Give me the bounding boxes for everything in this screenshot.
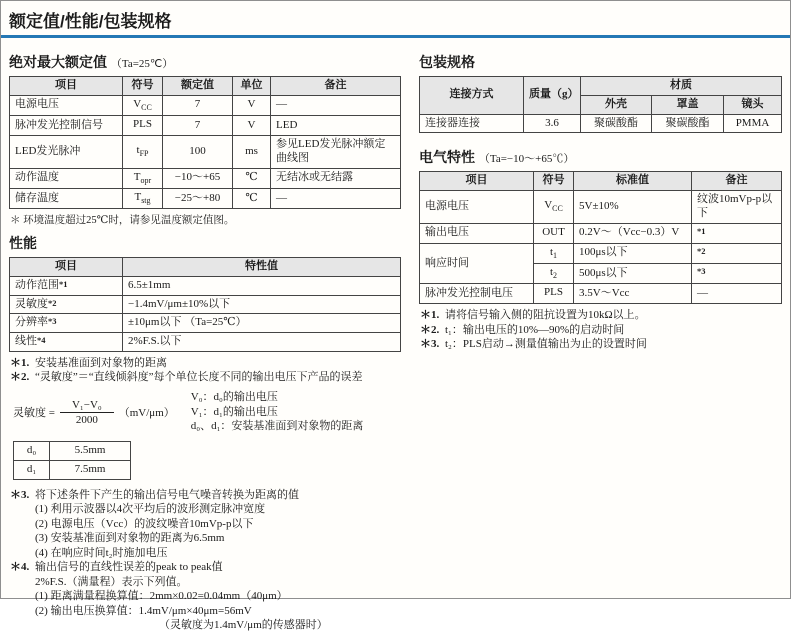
cell-value: ±10μm以下 （Ta=25℃） xyxy=(123,314,401,333)
cell-value: 100μs以下 xyxy=(574,243,692,263)
note-text: t₁：输出电压的10%—90%的启动时间 xyxy=(445,323,625,336)
elec-note-2 xyxy=(420,323,782,338)
col-header: 符号 xyxy=(123,77,163,96)
cell-value: 5V±10% xyxy=(574,191,692,224)
note-4-items xyxy=(35,575,401,619)
electrical-heading xyxy=(419,147,782,167)
note-sub-item: (4) 在响应时间t₂时施加电压 xyxy=(35,546,168,559)
electrical-notes xyxy=(419,308,782,352)
perf-note-2 xyxy=(10,370,401,385)
cell-unit: ℃ xyxy=(233,168,271,188)
sensitivity-formula xyxy=(13,390,401,435)
cell-unit: V xyxy=(233,115,271,135)
electrical-table xyxy=(419,171,782,304)
col-header-lens: 镜头 xyxy=(724,95,782,114)
note-marker: ＊3. xyxy=(10,488,30,501)
table-row xyxy=(10,168,401,188)
cell-note: — xyxy=(271,95,401,115)
cell-item: 电源电压 xyxy=(420,191,534,224)
cell-note: 纹波10mVp-p以下 xyxy=(692,191,782,224)
col-header: 备注 xyxy=(692,172,782,191)
cell-value: −10～+65 xyxy=(163,168,233,188)
cell-symbol: $V_{CC}$ xyxy=(534,191,574,224)
perf-note-3 xyxy=(10,488,401,503)
col-header: 额定值 xyxy=(163,77,233,96)
cell-item: 脉冲发光控制电压 xyxy=(420,284,534,304)
col-header: 特性值 xyxy=(123,258,401,277)
perf-note-1 xyxy=(10,356,401,371)
cell-item: 输出电压 xyxy=(420,223,534,243)
note-sub-item: 2%F.S.（满量程）表示下列值。 xyxy=(35,575,188,588)
cell-item: 电源电压 xyxy=(10,95,123,115)
note-text: “灵敏度”＝“直线倾斜度”每个单位长度不同的输出电压下产品的误差 xyxy=(35,371,363,384)
cell-symbol: OUT xyxy=(534,223,574,243)
abs-max-title: 绝对最大额定值 xyxy=(9,54,107,70)
cell-item: 动作范围$^{*1}$ xyxy=(10,276,123,295)
cell-key: d₁ xyxy=(14,461,50,480)
electrical-condition: （Ta=−10～+65℃） xyxy=(478,153,575,166)
cell-symbol: $T_{opr}$ xyxy=(123,168,163,188)
cell-connection: 连接器连接 xyxy=(420,114,524,133)
content-columns xyxy=(9,46,782,633)
legend-line: V₁：d₁的输出电压 xyxy=(190,405,278,418)
cell-symbol: $t_1$ xyxy=(534,243,574,263)
note-marker: ＊3. xyxy=(420,338,440,351)
cell-note: LED xyxy=(271,115,401,135)
cell-note: *3 xyxy=(692,263,782,283)
legend-line: V₀：d₀的输出电压 xyxy=(190,390,278,403)
table-row xyxy=(10,115,401,135)
cell-item: 动作温度 xyxy=(10,168,123,188)
distance-table xyxy=(13,441,131,480)
note-marker: ＊2. xyxy=(420,323,440,336)
cell-symbol: $T_{stg}$ xyxy=(123,188,163,208)
abs-max-table xyxy=(9,76,401,209)
note-text: 安装基准面到对象物的距离 xyxy=(35,356,167,369)
table-row xyxy=(14,461,131,480)
cell-value: 100 xyxy=(163,136,233,169)
table-row xyxy=(420,243,782,263)
cell-symbol: PLS xyxy=(534,284,574,304)
table-row xyxy=(10,295,401,314)
left-column xyxy=(9,46,401,633)
formula-unit: （mV/μm） xyxy=(118,407,175,420)
cell-symbol: $t_{FP}$ xyxy=(123,136,163,169)
fraction-denominator: 2000 xyxy=(75,413,98,426)
cell-note: — xyxy=(271,188,401,208)
packaging-heading: 包装规格 xyxy=(419,54,475,70)
cell-unit: ms xyxy=(233,136,271,169)
col-header-housing: 外壳 xyxy=(581,95,652,114)
abs-max-footnote: ＊ 环境温度超过25℃时，请参见温度额定值图。 xyxy=(10,215,235,226)
cell-note: — xyxy=(692,284,782,304)
packaging-table xyxy=(419,76,782,133)
cell-value: 500μs以下 xyxy=(574,263,692,283)
cell-item: LED发光脉冲 xyxy=(10,136,123,169)
cell-item: 线性$^{*4}$ xyxy=(10,333,123,352)
cell-cover: 聚碳酸酯 xyxy=(652,114,724,133)
performance-table xyxy=(9,257,401,352)
performance-heading: 性能 xyxy=(9,235,37,251)
electrical-title: 电气特性 xyxy=(419,149,475,166)
table-row xyxy=(420,284,782,304)
cell-symbol: $t_2$ xyxy=(534,263,574,283)
page-title: 额定值/性能/包装规格 xyxy=(9,12,172,31)
packaging-header-row-1 xyxy=(420,77,782,96)
elec-note-1 xyxy=(420,308,782,323)
note-marker: ＊4. xyxy=(10,561,30,574)
cell-value: 6.5±1mm xyxy=(123,276,401,295)
note-sub-item: (1) 利用示波器以4次平均后的波形测定脉冲宽度 xyxy=(35,503,266,516)
table-row xyxy=(10,188,401,208)
cell-unit: V xyxy=(233,95,271,115)
cell-mass: 3.6 xyxy=(524,114,581,133)
formula-label: 灵敏度 = xyxy=(13,407,55,420)
table-row xyxy=(420,114,782,133)
note-4-tail: （灵敏度为1.4mV/μm的传感器时） xyxy=(159,619,328,632)
cell-value: 5.5mm xyxy=(50,442,131,461)
note-marker: ＊1. xyxy=(10,356,30,369)
cell-note: *1 xyxy=(692,223,782,243)
cell-item: 响应时间 xyxy=(420,243,534,283)
cell-value: 2%F.S.以下 xyxy=(123,333,401,352)
col-header: 项目 xyxy=(10,258,123,277)
cell-value: 7 xyxy=(163,95,233,115)
col-header: 标准值 xyxy=(574,172,692,191)
note-sub-item: (2) 电源电压（Vcc）的波纹噪音10mVp-p以下 xyxy=(35,517,254,530)
elec-note-3 xyxy=(420,337,782,352)
note-text: 将下述条件下产生的输出信号电气噪音转换为距离的值 xyxy=(35,488,299,501)
col-header-connection: 连接方式 xyxy=(420,77,524,115)
cell-item: 脉冲发光控制信号 xyxy=(10,115,123,135)
col-header-material: 材质 xyxy=(581,77,782,96)
col-header-mass: 质量（g） xyxy=(524,77,581,115)
col-header: 项目 xyxy=(10,77,123,96)
table-row xyxy=(10,276,401,295)
title-rule xyxy=(1,35,790,38)
cell-value: −1.4mV/μm±10%以下 xyxy=(123,295,401,314)
note-marker: ＊1. xyxy=(420,309,440,322)
cell-note: 参见LED发光脉冲额定曲线图 xyxy=(271,136,401,169)
note-3-items xyxy=(35,502,401,560)
abs-max-condition: （Ta=25℃） xyxy=(110,58,174,70)
cell-item: 储存温度 xyxy=(10,188,123,208)
note-marker: ＊2. xyxy=(10,371,30,384)
fraction-numerator: V₁−V₀ xyxy=(60,399,114,413)
table-row xyxy=(14,442,131,461)
cell-item: 灵敏度$^{*2}$ xyxy=(10,295,123,314)
table-row xyxy=(10,136,401,169)
abs-max-heading xyxy=(9,52,401,72)
table-row xyxy=(420,191,782,224)
cell-lens: PMMA xyxy=(724,114,782,133)
note-sub-item: (1) 距离满量程换算值：2mm×0.02=0.04mm（40μm） xyxy=(35,590,288,603)
right-column xyxy=(419,46,782,633)
cell-unit: ℃ xyxy=(233,188,271,208)
col-header: 单位 xyxy=(233,77,271,96)
cell-note: *2 xyxy=(692,243,782,263)
abs-max-header-row xyxy=(10,77,401,96)
formula-legend xyxy=(191,390,364,435)
note-sub-item: (3) 安装基准面到对象物的距离为6.5mm xyxy=(35,532,225,545)
cell-key: d₀ xyxy=(14,442,50,461)
performance-header-row xyxy=(10,258,401,277)
perf-note-4 xyxy=(10,560,401,575)
note-text: t₂：PLS启动→测量值输出为止的设置时间 xyxy=(445,338,647,351)
cell-housing: 聚碳酸酯 xyxy=(581,114,652,133)
formula-fraction xyxy=(60,399,114,426)
cell-symbol: $V_{CC}$ xyxy=(123,95,163,115)
cell-note: 无结冰或无结露 xyxy=(271,168,401,188)
note-sub-item: (2) 输出电压换算值：1.4mV/μm×40μm=56mV xyxy=(35,604,252,617)
col-header: 项目 xyxy=(420,172,534,191)
cell-symbol: PLS xyxy=(123,115,163,135)
table-row xyxy=(10,95,401,115)
cell-value: 7.5mm xyxy=(50,461,131,480)
cell-value: 3.5V～Vcc xyxy=(574,284,692,304)
table-row xyxy=(420,223,782,243)
cell-value: 0.2V～（Vcc−0.3）V xyxy=(574,223,692,243)
col-header: 备注 xyxy=(271,77,401,96)
note-text: 请将信号输入侧的阻抗设置为10kΩ以上。 xyxy=(445,309,646,322)
cell-value: 7 xyxy=(163,115,233,135)
note-text: 输出信号的直线性误差的peak to peak值 xyxy=(35,561,223,574)
cell-item: 分辨率$^{*3}$ xyxy=(10,314,123,333)
legend-line: d₀、d₁：安装基准面到对象物的距离 xyxy=(190,420,364,433)
table-row xyxy=(10,314,401,333)
electrical-header-row xyxy=(420,172,782,191)
table-row xyxy=(10,333,401,352)
col-header-cover: 罩盖 xyxy=(652,95,724,114)
cell-value: −25～+80 xyxy=(163,188,233,208)
col-header: 符号 xyxy=(534,172,574,191)
